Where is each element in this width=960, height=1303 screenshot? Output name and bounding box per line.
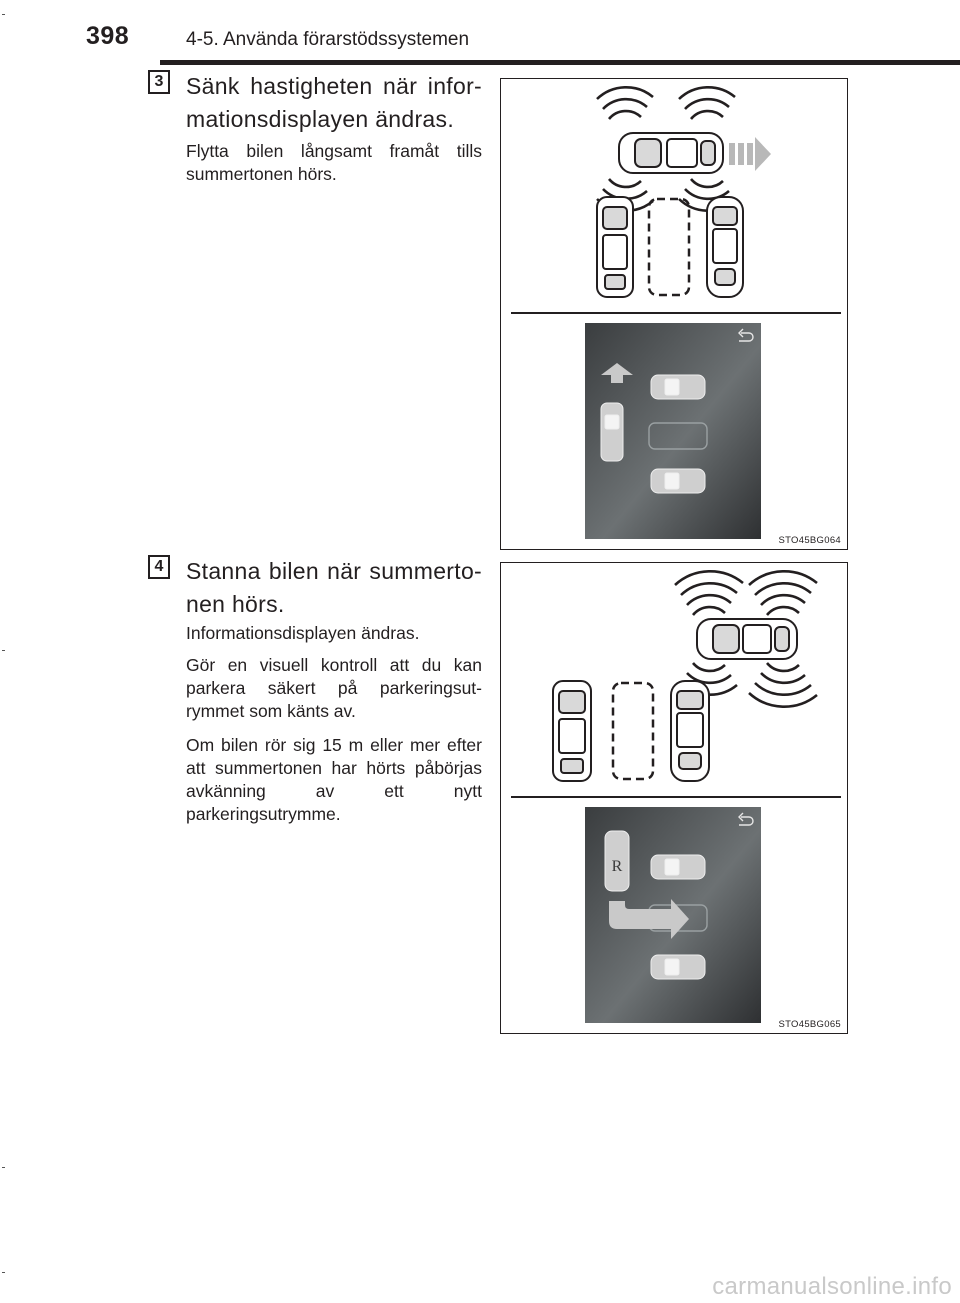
parked-car-right	[671, 681, 709, 781]
crop-mark	[2, 1167, 5, 1168]
parked-car-left	[597, 197, 633, 297]
step-4-paragraph-3: Om bilen rör sig 15 m eller mer efter att summertonen har hörts påbörjas avkänning av ett nytt parkeringsutrymme.	[186, 735, 482, 824]
gear-indicator: R	[611, 858, 623, 875]
parked-car-right	[707, 197, 743, 297]
step-badge-4: 4	[148, 555, 170, 579]
figure-step-3	[500, 78, 848, 550]
figure-code: STO45BG064	[778, 535, 841, 546]
step-4-paragraph-2: Gör en visuell kontroll att du kan parkera säkert på parkeringsut-rymmet som känts av.	[186, 655, 482, 721]
header-rule	[160, 60, 960, 65]
step-badge-3: 3	[148, 70, 170, 94]
figure-step-4	[500, 562, 848, 1034]
parked-car-left	[553, 681, 591, 781]
crop-mark	[2, 14, 5, 15]
crop-mark	[2, 1272, 5, 1273]
page-header	[0, 0, 960, 66]
step-3-title: Sänk hastigheten när infor-mationsdisplayen ändras.	[186, 73, 482, 132]
step-3-paragraph: Flytta bilen långsamt framåt tills summertonen hörs.	[186, 141, 482, 184]
crop-mark	[2, 650, 5, 651]
car-top	[697, 619, 797, 659]
figure-code: STO45BG065	[778, 1019, 841, 1030]
step-4-title: Stanna bilen när summerto-nen hörs.	[186, 558, 482, 617]
car-top	[619, 133, 723, 173]
parking-illustration-step-4	[501, 563, 848, 1034]
parking-space	[649, 199, 689, 295]
chapter-title: 4-5. Använda förarstödssystemen	[186, 29, 470, 50]
forward-arrow-icon	[729, 137, 771, 171]
parking-space	[613, 683, 653, 779]
page-number: 398	[86, 22, 130, 50]
watermark: carmanualsonline.info	[712, 1273, 952, 1300]
step-4-paragraph-1: Informationsdisplayen ändras.	[186, 623, 420, 643]
parking-illustration-step-3	[501, 79, 848, 550]
